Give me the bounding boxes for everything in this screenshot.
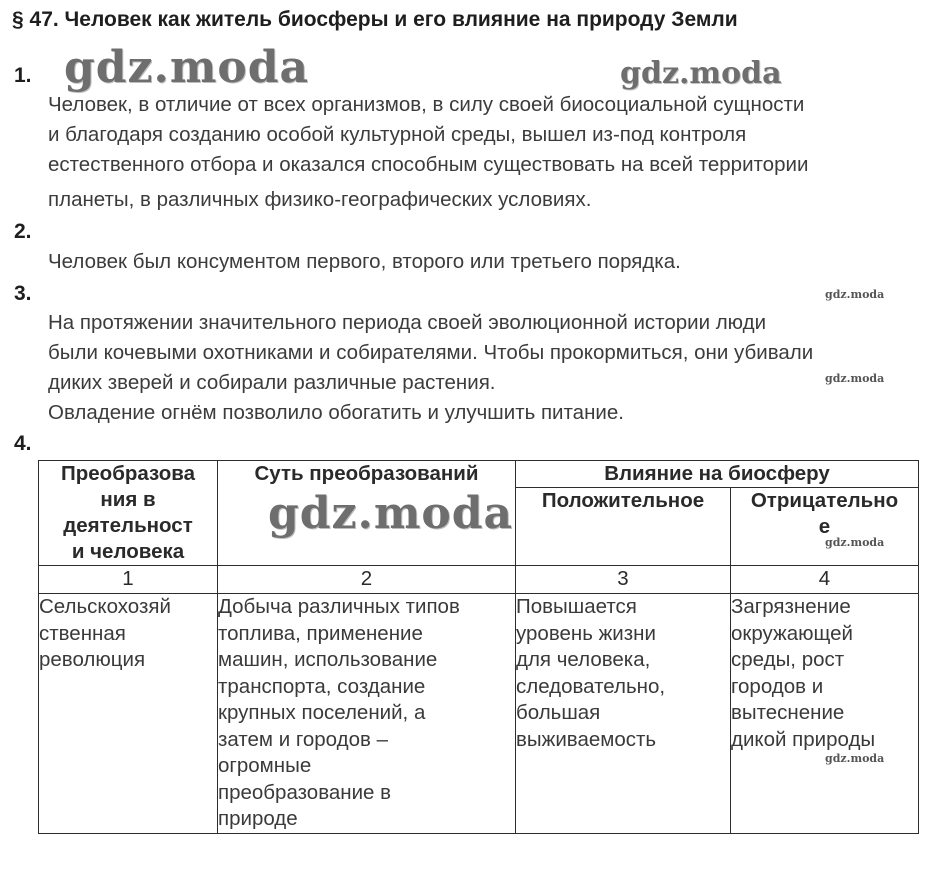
- answer-line: планеты, в различных физико-географических условиях.: [48, 188, 592, 211]
- cell-transformation: Сельскохозяй ственная революция: [39, 594, 218, 834]
- header-transformations: Преобразова ния в деятельност и человека: [39, 461, 218, 566]
- cell-negative: Загрязнение окружающей среды, рост городов и вытеснение дикой природы: [731, 594, 919, 834]
- watermark-small: gdz.moda: [825, 752, 885, 765]
- watermark-small: gdz.moda: [825, 536, 885, 549]
- header-negative: Отрицательно е: [731, 488, 919, 566]
- watermark-small: gdz.moda: [825, 288, 885, 301]
- watermark-logo: gdz.moda: [268, 488, 514, 539]
- column-number: 1: [39, 566, 218, 594]
- column-number: 3: [516, 566, 731, 594]
- cell-essence: Добыча различных типов топлива, применение машин, использование транспорта, создание крупных поселений, а затем и городов – огромные преобразование в природе: [218, 594, 516, 834]
- header-essence: Суть преобразований: [218, 461, 516, 566]
- column-number: 4: [731, 566, 919, 594]
- answer-1: [48, 90, 808, 215]
- watermark-small: gdz.moda: [825, 372, 885, 385]
- cell-positive: Повышается уровень жизни для человека, следовательно, большая выживаемость: [516, 594, 731, 834]
- page-title: § 47. Человек как житель биосферы и его влияние на природу Земли: [12, 8, 738, 31]
- answer-line: диких зверей и собирали различные растения.: [48, 371, 496, 394]
- answer-3: [48, 308, 813, 428]
- question-number: 4.: [14, 432, 32, 455]
- header-biosphere-impact: Влияние на биосферу: [516, 461, 919, 488]
- answer-line: Овладение огнём позволило обогатить и улучшить питание.: [48, 401, 624, 424]
- answer-line: Человек, в отличие от всех организмов, в силу своей биосоциальной сущности: [48, 93, 805, 116]
- watermark-logo: gdz.moda: [620, 56, 782, 91]
- answer-line: естественного отбора и оказался способным существовать на всей территории: [48, 153, 809, 176]
- question-number: 2.: [14, 220, 32, 243]
- header-positive: Положительное: [516, 488, 731, 566]
- answer-line: На протяжении значительного периода своей эволюционной истории люди: [48, 311, 767, 334]
- column-number: 2: [218, 566, 516, 594]
- answer-2: [48, 247, 681, 277]
- answer-line: и благодаря созданию особой культурной среды, вышел из-под контроля: [48, 123, 747, 146]
- watermark-logo: gdz.moda: [64, 42, 310, 93]
- question-number: 3.: [14, 282, 32, 305]
- answer-line: Человек был консументом первого, второго или третьего порядка.: [48, 250, 681, 273]
- question-number: 1.: [14, 64, 32, 87]
- answer-line: были кочевыми охотниками и собирателями. Чтобы прокормиться, они убивали: [48, 341, 814, 364]
